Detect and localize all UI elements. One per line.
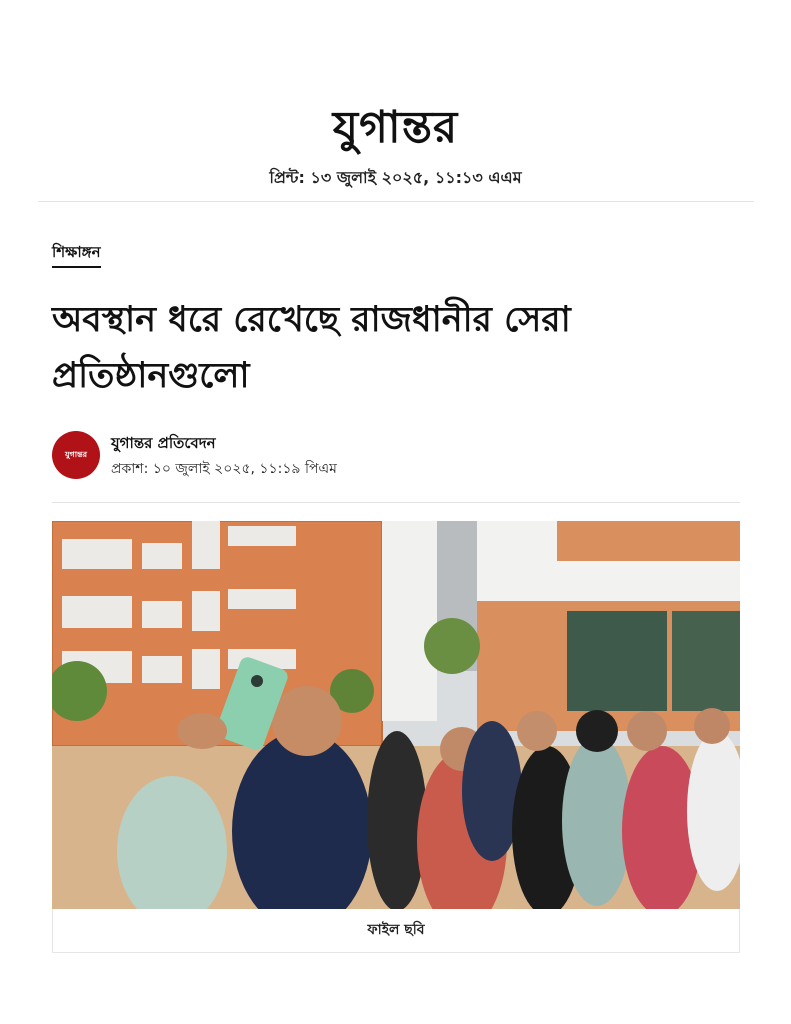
print-date: প্রিন্ট: ১৩ জুলাই ২০২৫, ১১:১৩ এএম [269,168,522,187]
author-avatar: যুগান্তর [52,431,100,479]
photo-caption-box [52,909,740,953]
header-divider [38,201,754,202]
publish-date: প্রকাশ: ১০ জুলাই ২০২৫, ১১:১৯ পিএম [111,461,337,477]
article-headline: অবস্থান ধরে রেখেছে রাজধানীর সেরা প্রতিষ্ঠানগুলো [52,300,571,396]
site-header [0,0,791,203]
site-logo[interactable]: যুগান্তর [332,102,459,153]
byline-divider [52,502,740,503]
article-photo [52,521,740,909]
category-link[interactable]: শিক্ষাঙ্গন [52,240,101,268]
author-name: যুগান্তর প্রতিবেদন [111,434,216,452]
photo-caption: ফাইল ছবি [367,922,425,938]
